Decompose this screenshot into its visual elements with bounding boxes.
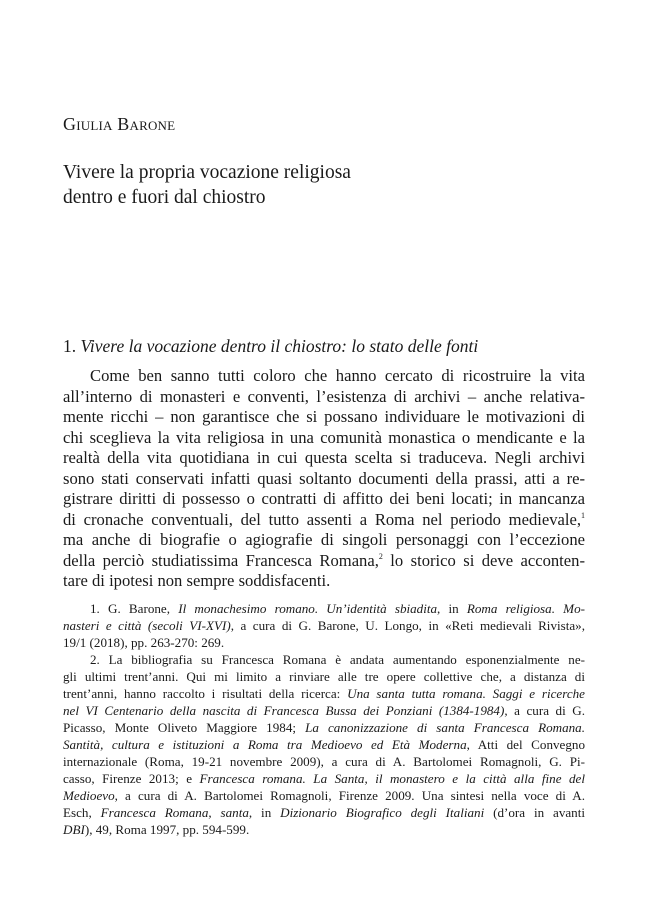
footnote-italic: Roma religiosa. Mo-: [466, 601, 585, 616]
body-line: sono stati conservati infatti quasi soltanto documenti della prassi, atti a re-: [63, 468, 585, 488]
footnote-text: ), 49, Roma 1997, pp. 594-599.: [84, 822, 250, 837]
footnote-italic: nasteri e città (secoli VI-XVI): [63, 618, 231, 633]
footnote-text: (d’ora in avanti: [484, 805, 585, 820]
footnote-italic: Francesca romana. La Santa, il monastero e la città alla fine del: [199, 771, 585, 786]
body-line: [63, 551, 585, 572]
body-line: realtà della vita quotidiana in cui questa scelta si traduceva. Negli archivi: [63, 448, 585, 467]
footnote-italic: Francesca Romana, santa: [100, 805, 249, 820]
footnote-text: , a cura di A. Bartolomei Romagnoli, Firenze 2009. Una sintesi nella voce di A.: [114, 788, 585, 803]
footnote-2-line: [63, 719, 585, 736]
footnote-text: 1. G. Barone,: [90, 601, 179, 616]
body-line: mente ricchi – non garantisce che si possano individuare le motivazioni di: [63, 407, 585, 426]
footnote-2-line: [63, 804, 585, 821]
body-line-text: della perciò studiatissima Francesca Romana,: [63, 550, 379, 570]
footnote-italic: Medioevo: [63, 788, 115, 803]
footnote-text: Esch,: [63, 805, 101, 820]
footnote-2-line: [63, 787, 585, 804]
footnote-text: trent’anni, hanno raccolto i risultati della ricerca:: [63, 686, 348, 701]
footnotes: [63, 600, 585, 838]
chapter-title: [63, 160, 563, 210]
footnote-italic: La canonizzazione di santa Francesca Romana.: [305, 720, 585, 735]
footnote-2-line: [63, 685, 585, 702]
footnote-italic: Dizionario Biografico degli Italiani: [280, 805, 485, 820]
footnote-2-line: gli ultimi trent’anni. Qui mi limito a rinviare alle tre opere collettive che, a distanza di: [63, 669, 585, 684]
body-line: chi sceglieva la vita religiosa in una comunità monastica o mendicante e la: [63, 427, 585, 447]
body-line-text: di cronache conventuali, del tutto assenti a Roma nel periodo medievale,: [63, 509, 581, 529]
body-line: tare di ipotesi non sempre soddisfacenti.: [63, 571, 331, 590]
footnote-ref-2: 2: [378, 551, 383, 561]
footnote-2-line: internazionale (Roma, 19-21 novembre 2009), a cura di A. Bartolomei Romagnoli, G. Pi-: [63, 754, 585, 769]
body-line: Come ben sanno tutti coloro che hanno cercato di ricostruire la vita: [90, 366, 585, 385]
footnote-text: Picasso, Monte Oliveto Maggiore 1984;: [63, 720, 306, 735]
footnote-italic: DBI: [63, 822, 85, 837]
footnote-text: , a cura di G. Barone, U. Longo, in «Reti medievali Rivista»,: [230, 618, 585, 633]
footnote-1-line: [63, 617, 585, 634]
footnote-2-line: [63, 702, 585, 719]
body-line: [63, 510, 585, 531]
body-line: gistrare diritti di possesso o contratti di affitto dei beni locati; in mancanza: [63, 489, 585, 508]
footnote-1-line: [63, 600, 585, 617]
footnote-2-line: [63, 821, 585, 838]
section-heading: [63, 336, 478, 357]
footnote-2-line: [63, 736, 585, 753]
author-name: Giulia Barone: [63, 114, 176, 134]
footnote-italic: Una santa tutta romana. Saggi e ricerche: [347, 686, 585, 701]
body-line: all’interno di monasteri e conventi, l’esistenza di archivi – anche relativa-: [63, 386, 585, 406]
body-line: ma anche di biografie o agiografie di singoli personaggi con l’eccezione: [63, 530, 585, 549]
section-title: Vivere la vocazione dentro il chiostro: lo stato delle fonti: [80, 336, 479, 356]
footnote-text: , a cura di G.: [504, 703, 585, 718]
footnote-italic: nel VI Centenario della nascita di Francesca Bussa dei Ponziani (1384-1984): [63, 703, 505, 718]
footnote-2-line: 2. La bibliografia su Francesca Romana è andata aumentando esponenzialmente ne-: [90, 652, 585, 667]
chapter-title-line-2: dentro e fuori dal chiostro: [63, 187, 266, 208]
footnote-text: , in: [437, 601, 467, 616]
footnote-italic: Santità, cultura e istituzioni a Roma tra Medioevo ed Età Moderna: [63, 737, 467, 752]
section-number: 1.: [63, 336, 77, 356]
footnote-2-line: [63, 770, 585, 787]
footnote-text: , in: [248, 805, 281, 820]
footnote-italic: Il monachesimo romano. Un’identità sbiadita: [178, 601, 438, 616]
footnote-1-line: 19/1 (2018), pp. 263-270: 269.: [63, 635, 225, 650]
body-paragraph: [63, 366, 585, 592]
footnote-text: casso, Firenze 2013; e: [63, 771, 200, 786]
footnote-ref-1: 1: [581, 510, 585, 520]
chapter-title-line-1: Vivere la propria vocazione religiosa: [63, 162, 351, 183]
footnote-text: , Atti del Convegno: [466, 737, 585, 752]
body-line-text: lo storico si deve acconten-: [382, 550, 585, 570]
